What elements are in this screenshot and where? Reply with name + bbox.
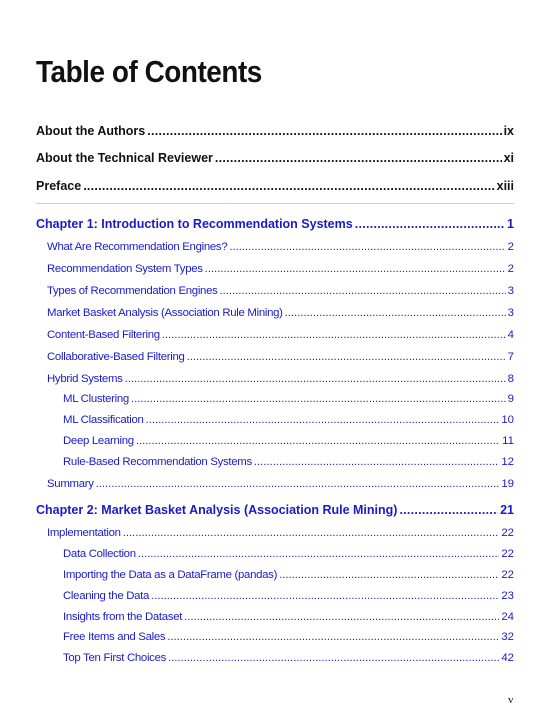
entry-title: Rule-Based Recommendation Systems bbox=[63, 456, 252, 468]
entry-title: What Are Recommendation Engines? bbox=[47, 241, 228, 253]
entry-title: Insights from the Dataset bbox=[63, 611, 183, 623]
toc-entry[interactable] bbox=[47, 283, 514, 299]
toc-entry[interactable] bbox=[47, 371, 514, 387]
entry-title: Collaborative-Based Filtering bbox=[47, 351, 185, 363]
entry-page: 2 bbox=[507, 241, 514, 253]
dot-leader bbox=[184, 609, 499, 625]
page-title: Table of Contents bbox=[36, 54, 262, 89]
dot-leader bbox=[215, 150, 502, 166]
entry-page: 24 bbox=[501, 611, 514, 623]
dot-leader bbox=[125, 371, 506, 387]
entry-title: Summary bbox=[47, 478, 94, 490]
toc-entry-about-authors[interactable] bbox=[36, 123, 514, 139]
entry-page: 12 bbox=[501, 456, 514, 468]
dot-leader bbox=[168, 650, 499, 666]
chapter-page: 1 bbox=[507, 217, 514, 231]
chapter-title: Chapter 2: Market Basket Analysis (Association Rule Mining) bbox=[36, 503, 398, 517]
toc-chapter-2[interactable] bbox=[36, 502, 514, 518]
entry-title: Free Items and Sales bbox=[63, 631, 166, 643]
toc-entry[interactable] bbox=[63, 629, 514, 645]
entry-page: xiii bbox=[496, 179, 514, 193]
dot-leader bbox=[83, 178, 494, 194]
entry-page: 2 bbox=[507, 263, 514, 275]
toc-entry[interactable] bbox=[47, 349, 514, 365]
toc-entry[interactable] bbox=[47, 327, 514, 343]
entry-title: Types of Recommendation Engines bbox=[47, 285, 218, 297]
entry-page: 9 bbox=[507, 393, 514, 405]
dot-leader bbox=[254, 454, 499, 470]
entry-title: Preface bbox=[36, 179, 82, 193]
entry-page: 10 bbox=[501, 414, 514, 426]
dot-leader bbox=[285, 305, 506, 321]
dot-leader bbox=[147, 123, 501, 139]
entry-page: 11 bbox=[502, 435, 514, 447]
toc-entry[interactable] bbox=[63, 588, 514, 604]
entry-page: 7 bbox=[507, 351, 514, 363]
toc-entry[interactable] bbox=[63, 454, 514, 470]
entry-title: Market Basket Analysis (Association Rule Mining) bbox=[47, 307, 283, 319]
entry-title: ML Clustering bbox=[63, 393, 129, 405]
entry-page: 32 bbox=[501, 631, 514, 643]
entry-page: 3 bbox=[507, 307, 514, 319]
toc-entry[interactable] bbox=[47, 525, 514, 541]
dot-leader bbox=[96, 476, 500, 492]
entry-page: 22 bbox=[501, 527, 514, 539]
dot-leader bbox=[136, 433, 500, 449]
entry-page: 19 bbox=[501, 478, 514, 490]
toc-entry[interactable] bbox=[63, 391, 514, 407]
dot-leader bbox=[162, 327, 506, 343]
toc-entry[interactable] bbox=[47, 305, 514, 321]
entry-page: 23 bbox=[501, 590, 514, 602]
toc-entry[interactable] bbox=[63, 567, 514, 583]
entry-title: ML Classification bbox=[63, 414, 144, 426]
entry-title: Implementation bbox=[47, 527, 121, 539]
toc-entry[interactable] bbox=[63, 546, 514, 562]
chapter-page: 21 bbox=[500, 503, 514, 517]
toc-entry-preface[interactable] bbox=[36, 178, 514, 194]
toc-entry[interactable] bbox=[63, 412, 514, 428]
dot-leader bbox=[131, 391, 506, 407]
entry-title: Recommendation System Types bbox=[47, 263, 203, 275]
entry-page: 22 bbox=[501, 569, 514, 581]
dot-leader bbox=[146, 412, 500, 428]
entry-page: 42 bbox=[501, 652, 514, 664]
entry-title: Data Collection bbox=[63, 548, 136, 560]
entry-title: Top Ten First Choices bbox=[63, 652, 167, 664]
entry-title: Content-Based Filtering bbox=[47, 329, 160, 341]
entry-page: 8 bbox=[507, 373, 514, 385]
entry-page: 3 bbox=[507, 285, 514, 297]
dot-leader bbox=[167, 629, 499, 645]
dot-leader bbox=[279, 567, 499, 583]
dot-leader bbox=[205, 261, 506, 277]
section-divider bbox=[36, 203, 514, 204]
dot-leader bbox=[138, 546, 500, 562]
entry-title: About the Authors bbox=[36, 124, 146, 138]
toc-entry[interactable] bbox=[63, 609, 514, 625]
entry-title: Deep Learning bbox=[63, 435, 134, 447]
entry-title: Cleaning the Data bbox=[63, 590, 150, 602]
toc-chapter-1[interactable] bbox=[36, 216, 514, 232]
toc-entry-about-reviewer[interactable] bbox=[36, 150, 514, 166]
entry-page: 22 bbox=[501, 548, 514, 560]
dot-leader bbox=[229, 239, 505, 255]
toc-entry[interactable] bbox=[47, 261, 514, 277]
dot-leader bbox=[187, 349, 506, 365]
entry-title: About the Technical Reviewer bbox=[36, 151, 213, 165]
entry-page: 4 bbox=[507, 329, 514, 341]
entry-title: Hybrid Systems bbox=[47, 373, 123, 385]
toc-entry[interactable] bbox=[47, 476, 514, 492]
dot-leader bbox=[220, 283, 506, 299]
dot-leader bbox=[355, 216, 505, 232]
dot-leader bbox=[151, 588, 499, 604]
entry-page: ix bbox=[503, 124, 514, 138]
toc-entry[interactable] bbox=[47, 239, 514, 255]
entry-title: Importing the Data as a DataFrame (pandas) bbox=[63, 569, 278, 581]
dot-leader bbox=[399, 502, 498, 518]
page-number: v bbox=[508, 694, 514, 706]
toc-entry[interactable] bbox=[63, 433, 514, 449]
dot-leader bbox=[123, 525, 500, 541]
toc-entry[interactable] bbox=[63, 650, 514, 666]
entry-page: xi bbox=[503, 151, 514, 165]
chapter-title: Chapter 1: Introduction to Recommendation Systems bbox=[36, 217, 353, 231]
